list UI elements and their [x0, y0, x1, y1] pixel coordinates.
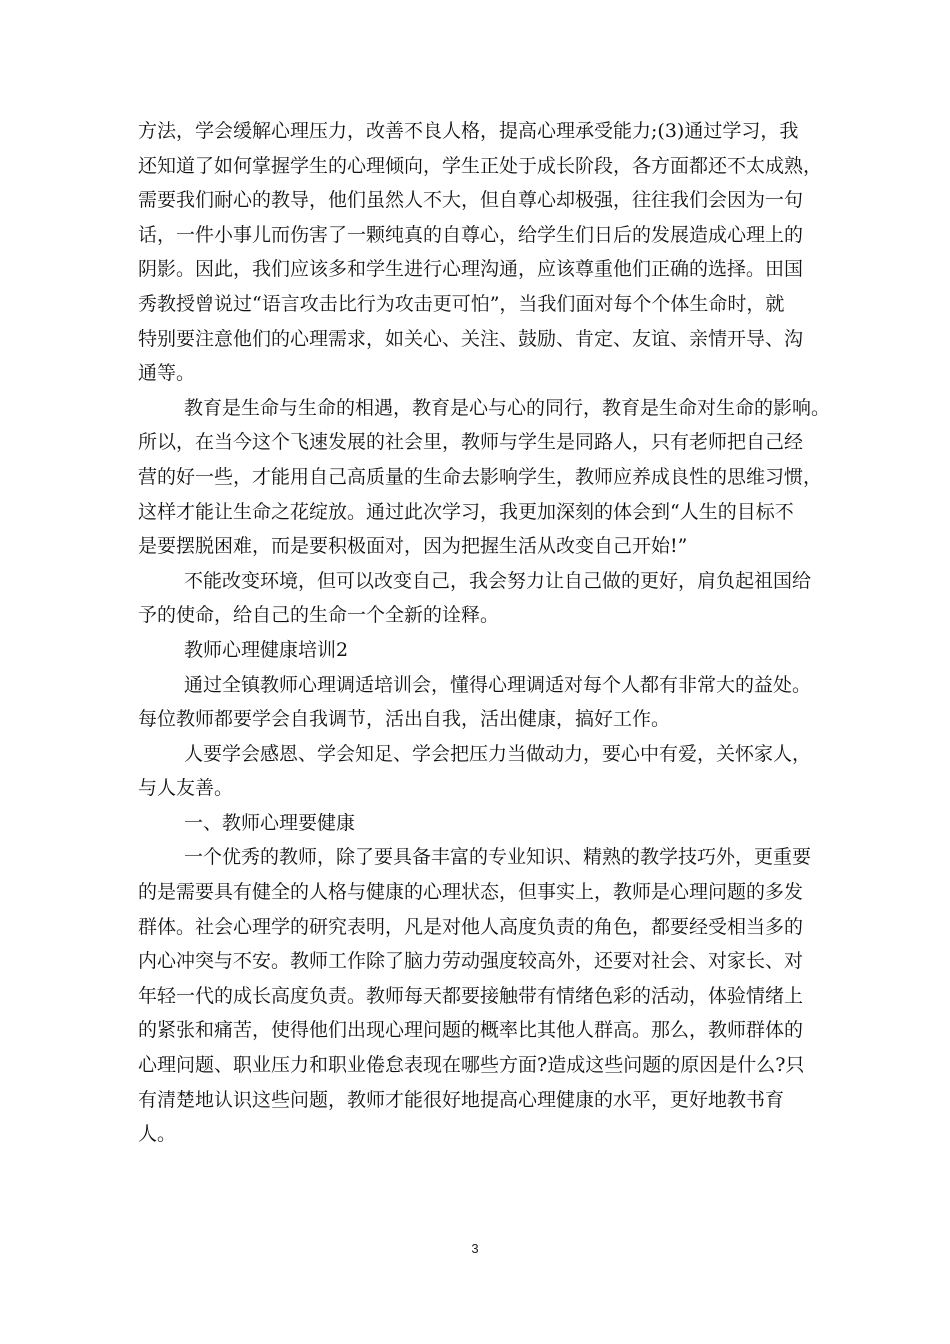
text-line: 这样才能让生命之花绽放。通过此次学习，我更加深刻的体会到“人生的目标不	[138, 500, 794, 523]
text-line: 每位教师都要学会自我调节，活出自我，活出健康，搞好工作。	[138, 708, 671, 731]
text-line: 秀教授曾说过“语言攻击比行为攻击更可怕”，当我们面对每个个体生命时，就	[138, 292, 785, 315]
page-number: 3	[471, 1241, 479, 1256]
text-line: 阴影。因此，我们应该多和学生进行心理沟通，应该尊重他们正确的选择。田国	[138, 258, 804, 281]
paragraph-first-line: 通过全镇教师心理调适培训会，懂得心理调适对每个人都有非常大的益处。	[184, 673, 812, 696]
text-line: 需要我们耐心的教导，他们虽然人不大，但自尊心却极强，往往我们会因为一句	[138, 189, 804, 212]
text-line: 的是需要具有健全的人格与健康的心理状态，但事实上，教师是心理问题的多发	[138, 881, 804, 904]
text-line: 有清楚地认识这些问题，教师才能很好地提高心理健康的水平，更好地教书育	[138, 1088, 785, 1111]
text-line: 与人友善。	[138, 777, 234, 800]
text-line: 予的使命，给自己的生命一个全新的诠释。	[138, 604, 500, 627]
text-line: 通等。	[138, 362, 196, 385]
paragraph-first-line: 教育是生命与生命的相遇，教育是心与心的同行，教育是生命对生命的影响。	[184, 396, 831, 419]
text-line: 内心冲突与不安。教师工作除了脑力劳动强度较高外，还要对社会、对家长、对	[138, 950, 804, 973]
text-line: 群体。社会心理学的研究表明，凡是对他人高度负责的角色，都要经受相当多的	[138, 915, 804, 938]
section-title: 教师心理健康培训2	[184, 638, 349, 661]
text-line: 还知道了如何掌握学生的心理倾向，学生正处于成长阶段，各方面都还不太成熟，	[138, 154, 823, 177]
text-line: 话，一件小事儿而伤害了一颗纯真的自尊心，给学生们日后的发展造成心理上的	[138, 223, 804, 246]
section-heading: 一、教师心理要健康	[184, 811, 356, 834]
text-line: 所以，在当今这个飞速发展的社会里，教师与学生是同路人，只有老师把自己经	[138, 431, 804, 454]
text-line: 是要摆脱困难，而是要积极面对，因为把握生活从改变自己开始!”	[138, 535, 688, 558]
text-line: 方法，学会缓解心理压力，改善不良人格，提高心理承受能力;(3)通过学习，我	[138, 120, 799, 142]
text-line: 特别要注意他们的心理需求，如关心、关注、鼓励、肯定、友谊、亲情开导、沟	[138, 327, 804, 350]
text-line: 心理问题、职业压力和职业倦怠表现在哪些方面?造成这些问题的原因是什么?只	[138, 1054, 805, 1077]
text-line: 人。	[138, 1123, 177, 1146]
text-line: 的紧张和痛苦，使得他们出现心理问题的概率比其他人群高。那么，教师群体的	[138, 1019, 804, 1042]
paragraph-first-line: 不能改变环境，但可以改变自己，我会努力让自己做的更好，肩负起祖国给	[184, 569, 812, 592]
document-body	[138, 114, 838, 1152]
paragraph-first-line: 人要学会感恩、学会知足、学会把压力当做动力，要心中有爱，关怀家人，	[184, 742, 812, 765]
paragraph-first-line: 一个优秀的教师，除了要具备丰富的专业知识、精熟的教学技巧外，更重要	[184, 846, 812, 869]
text-line: 年轻一代的成长高度负责。教师每天都要接触带有情绪色彩的活动，体验情绪上	[138, 984, 804, 1007]
text-line: 营的好一些，才能用自己高质量的生命去影响学生，教师应养成良性的思维习惯，	[138, 465, 823, 488]
